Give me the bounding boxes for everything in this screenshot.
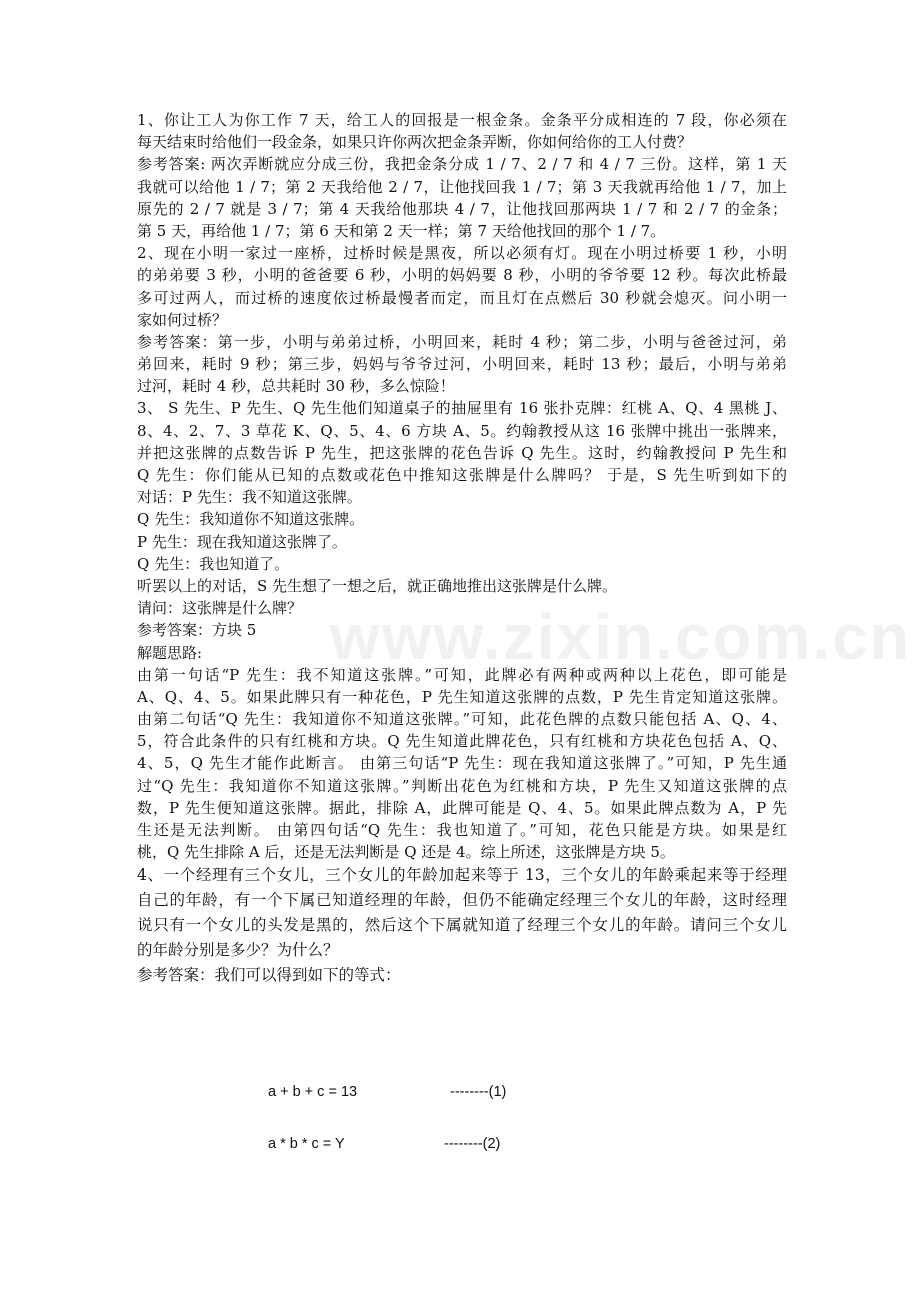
question-4 [137, 863, 787, 988]
solution-heading: 解题思路: [137, 643, 203, 662]
document-body [137, 109, 787, 988]
question-3-line: 8、4、2、7、3 草花 K、Q、5、4、6 方块 A、5。约翰教授从这 16 张牌中挑出一张牌来， [137, 421, 787, 440]
solution-line: A、Q、4、5。如果此牌只有一种花色，P 先生知道这张牌的点数，P 先生肯定知道这张牌。 [137, 687, 787, 706]
solution-line: 数，P 先生便知道这张牌。据此，排除 A，此牌可能是 Q、4、5。如果此牌点数为 A，P 先 [137, 798, 787, 817]
equation-2-number: --------(2) [444, 1136, 501, 1152]
solution-line: 由第二句话“Q 先生：我知道你不知道这张牌。”可知，此花色牌的点数只能包括 A、Q、4、 [137, 710, 787, 729]
equation-1-tag [450, 1084, 506, 1100]
question-4-line: 的年龄分别是多少？为什么？ [137, 941, 339, 960]
question-1 [137, 109, 787, 242]
question-3-line: 听罢以上的对话，S 先生想了一想之后，就正确地推出这张牌是什么牌。 [137, 576, 618, 595]
equation-1-expression: a + b + c = 13 [268, 1084, 358, 1100]
answer-3-line: 参考答案：方块 5 [137, 621, 257, 640]
answer-1-line: 原先的 2 / 7 就是 3 / 7；第 4 天我给他那块 4 / 7，让他找回那两块 1 / 7 和 2 / 7 的金条； [137, 199, 787, 218]
solution-line: 桃，Q 先生排除 A 后，还是无法判断是 Q 还是 4。综上所述，这张牌是方块 5。 [137, 843, 675, 862]
answer-2-line: 参考答案：第一步，小明与弟弟过桥，小明回来，耗时 4 秒；第二步，小明与爸爸过河，弟 [137, 332, 787, 351]
solution-line: 生还是无法判断。 由第四句话“Q 先生：我也知道了。”可知，花色只能是方块。如果是红 [137, 821, 787, 839]
equation-1-number: --------(1) [450, 1084, 507, 1100]
watermark: www.zixin.com.cn [330, 601, 911, 673]
question-2-line: 2、现在小明一家过一座桥，过桥时候是黑夜，所以必须有灯。现在小明过桥要 1 秒，小明 [137, 244, 787, 263]
question-1-line: 每天结束时给他们一段金条，如果只许你两次把金条弄断，你如何给你的工人付费？ [137, 133, 693, 152]
equation-2-expression: a * b * c = Y [268, 1136, 345, 1152]
equation-2-tag [444, 1136, 500, 1152]
answer-2-line: 过河，耗时 4 秒，总共耗时 30 秒，多么惊险！ [137, 377, 455, 396]
question-3-line: Q 先生：你们能从已知的点数或花色中推知这张牌是什么牌吗？ 于是，S 先生听到如下的 [137, 466, 787, 484]
question-4-line: 自己的年龄，有一个下属已知道经理的年龄，但仍不能确定经理三个女儿的年龄，这时经理 [137, 891, 787, 910]
question-2 [137, 242, 787, 397]
question-2-line: 家如何过桥？ [137, 310, 228, 329]
solution-line: 由第一句话“P 先生：我不知道这张牌。”可知，此牌必有两种或两种以上花色，即可能是 [137, 665, 787, 684]
answer-2-line: 弟回来，耗时 9 秒；第三步，妈妈与爷爷过河，小明回来，耗时 13 秒；最后，小明与弟弟 [137, 355, 787, 374]
question-3-line: 并把这张牌的点数告诉 P 先生，把这张牌的花色告诉 Q 先生。这时，约翰教授问 P 先生和 [137, 443, 787, 462]
answer-1-line: 我就可以给他 1 / 7；第 2 天我给他 2 / 7，让他找回我 1 / 7；第 3 天我就再给他 1 / 7，加上 [137, 177, 787, 196]
equation-2 [268, 1136, 345, 1152]
question-1-line: 1、你让工人为你工作 7 天，给工人的回报是一根金条。金条平分成相连的 7 段，你必须在 [137, 111, 787, 129]
answer-1-line: 第 5 天，再给他 1 / 7；第 6 天和第 2 天一样；第 7 天给他找回的那个 1 / 7。 [137, 221, 666, 240]
dialogue-line: Q 先生：我知道你不知道这张牌。 [137, 510, 365, 529]
question-2-line: 多可过两人，而过桥的速度依过桥最慢者而定，而且灯在点燃后 30 秒就会熄灭。问小明一 [137, 288, 787, 307]
question-4-line: 4、一个经理有三个女儿，三个女儿的年龄加起来等于 13，三个女儿的年龄乘起来等于经理 [137, 866, 787, 885]
solution-line: 5，符合此条件的只有红桃和方块。Q 先生知道此牌花色，只有红桃和方块花色包括 A、Q、 [137, 732, 787, 751]
question-3-line: 对话：P 先生：我不知道这张牌。 [137, 488, 362, 507]
question-3 [137, 397, 787, 863]
dialogue-line: Q 先生：我也知道了。 [137, 554, 290, 573]
question-3-line: 请问：这张牌是什么牌？ [137, 599, 303, 618]
answer-1-line: 参考答案: 两次弄断就应分成三份，我把金条分成 1 / 7、2 / 7 和 4 / 7 三份。这样，第 1 天 [137, 155, 787, 174]
question-3-line: 3、 S 先生、P 先生、Q 先生他们知道桌子的抽屉里有 16 张扑克牌：红桃 A、Q、4 黑桃 J、 [137, 399, 787, 418]
answer-4-intro: 参考答案：我们可以得到如下的等式： [137, 966, 401, 985]
question-4-line: 说只有一个女儿的头发是黑的，然后这个下属就知道了经理三个女儿的年龄。请问三个女儿 [137, 916, 787, 935]
dialogue-line: P 先生：现在我知道这张牌了。 [137, 532, 347, 551]
equation-1 [268, 1084, 357, 1100]
solution-line: 4、5，Q 先生才能作此断言。 由第三句话“P 先生：现在我知道这张牌了。”可知，P 先生通 [137, 754, 787, 773]
solution-line: 过“Q 先生：我知道你不知道这张牌。”判断出花色为红桃和方块，P 先生又知道这张牌的点 [137, 776, 787, 795]
question-2-line: 的弟弟要 3 秒，小明的爸爸要 6 秒，小明的妈妈要 8 秒，小明的爷爷要 12 秒。每次此桥最 [137, 266, 787, 285]
